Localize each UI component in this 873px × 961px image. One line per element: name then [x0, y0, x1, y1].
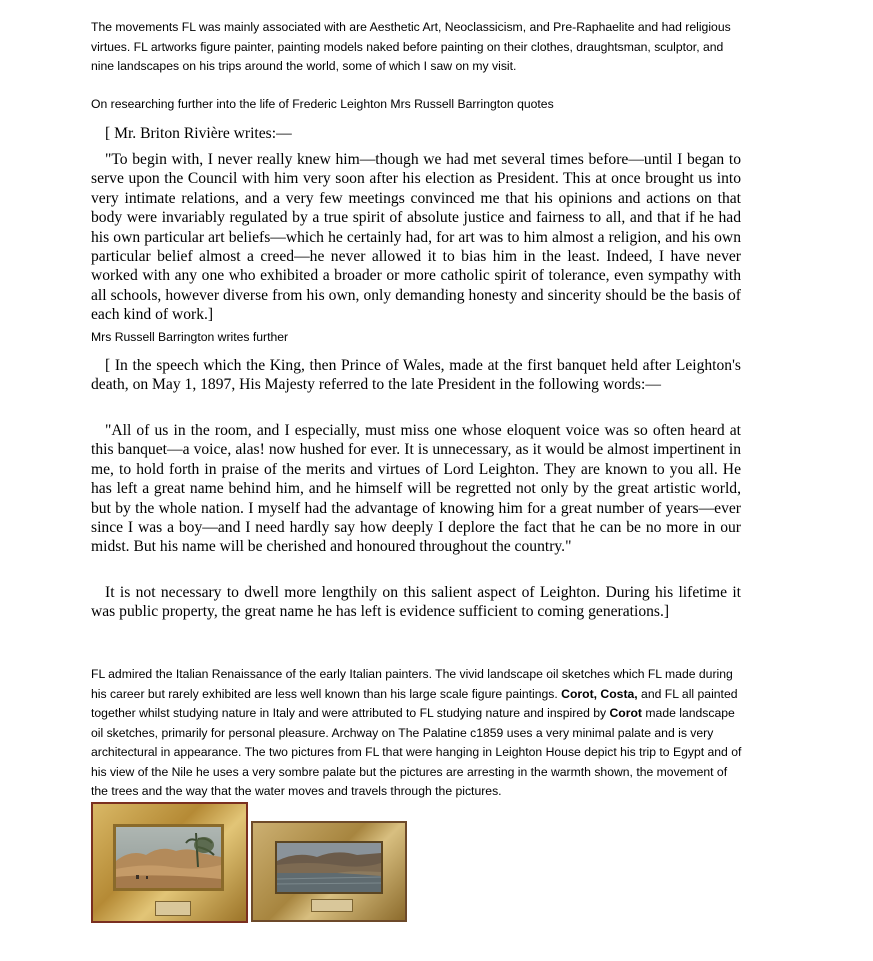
quote2-intro: [ In the speech which the King, then Prince of Wales, made at the first banquet held after Leighton's death, on May 1, 1897, His Majesty referred to the late President in the following words:—: [91, 357, 741, 394]
painting-canvas: [113, 824, 224, 891]
closing-paragraph: [91, 665, 743, 802]
closing-text-3: made landscape oil sketches, primarily for personal pleasure. Archway on The Palatine c1859 uses a very minimal palate and is very architectural in appearance. The two pictures from FL that were hanging in Leighton House depict his trip to Egypt and of his view of the Nile he uses a very sombre palate but the pictures are arresting in the warmth shown, the movement of the trees and the way that the water moves and travels through the pictures.: [91, 706, 742, 798]
quote1-attribution: [ Mr. Briton Rivière writes:—: [105, 125, 292, 142]
quote1-body: "To begin with, I never really knew him—though we had met several times before—until I began to serve upon the Council with him very soon after his election as President. This at once brought us into very intimate relations, and a very few meetings convinced me that his opinions and actions on that body were invariably regulated by a true spirit of absolute justice and fairness to all, and that if he had his own particular art beliefs—which he certainly had, for art was to him almost a religion, and his own particular belief almost a creed—he never allowed it to bias him in the least. Indeed, I have never worked with any one who exhibited a broader or more catholic spirit of tolerance, even sympathy with all schools, however diverse from his own, only demanding honesty and sincerity should be the basis of each kind of work.]: [91, 151, 741, 324]
quote2-closing: It is not necessary to dwell more lengthily on this salient aspect of Leighton. During his lifetime it was public property, the great name he has left is evidence sufficient to coming generations.]: [91, 584, 741, 621]
painting-canvas: [275, 841, 383, 894]
nile-landscape-image: [277, 843, 381, 892]
closing-text-2: and FL all painted together whilst studying nature in Italy and were attributed to FL studying nature and inspired by: [91, 686, 738, 720]
painting-plaque: [311, 899, 353, 912]
research-intro: On researching further into the life of Frederic Leighton Mrs Russell Barrington quotes: [91, 97, 554, 111]
further-label: Mrs Russell Barrington writes further: [91, 330, 289, 344]
intro-paragraph: The movements FL was mainly associated with are Aesthetic Art, Neoclassicism, and Pre-Raphaelite and had religious virtues. FL artworks figure painter, painting models naked before painting on their clothes, draughtsman, sculptor, and nine landscapes on his trips around the world, some of which I saw on my visit.: [91, 20, 731, 73]
closing-text-1: FL admired the Italian Renaissance of the early Italian painters. The vivid landscape oil sketches which FL made during his career but rarely exhibited are less well known than his large scale figure paintings.: [91, 667, 733, 701]
egypt-desert-landscape-painting: [91, 802, 248, 923]
nile-view-painting: [251, 821, 407, 922]
corot-costa-bold: Corot, Costa,: [561, 686, 638, 701]
corot-bold: Corot: [609, 706, 642, 720]
quote2-body: "All of us in the room, and I especially, must miss one whose eloquent voice was so often heard at this banquet—a voice, alas! now hushed for ever. It is unnecessary, as it would be almost impertinent in me, to hold forth in praise of the merits and virtues of Lord Leighton. They are known to you all. He has left a great name behind him, and he himself will be regretted not only by the great artistic world, but by the whole nation. I myself had the advantage of knowing him for a great number of years—ever since I was a boy—and I need hardly say how deeply I deplore the fact that he can be no more in our midst. But his name will be cherished and honoured throughout the country.": [91, 422, 741, 556]
painting-plaque: [155, 901, 191, 916]
desert-landscape-image: [116, 827, 221, 888]
